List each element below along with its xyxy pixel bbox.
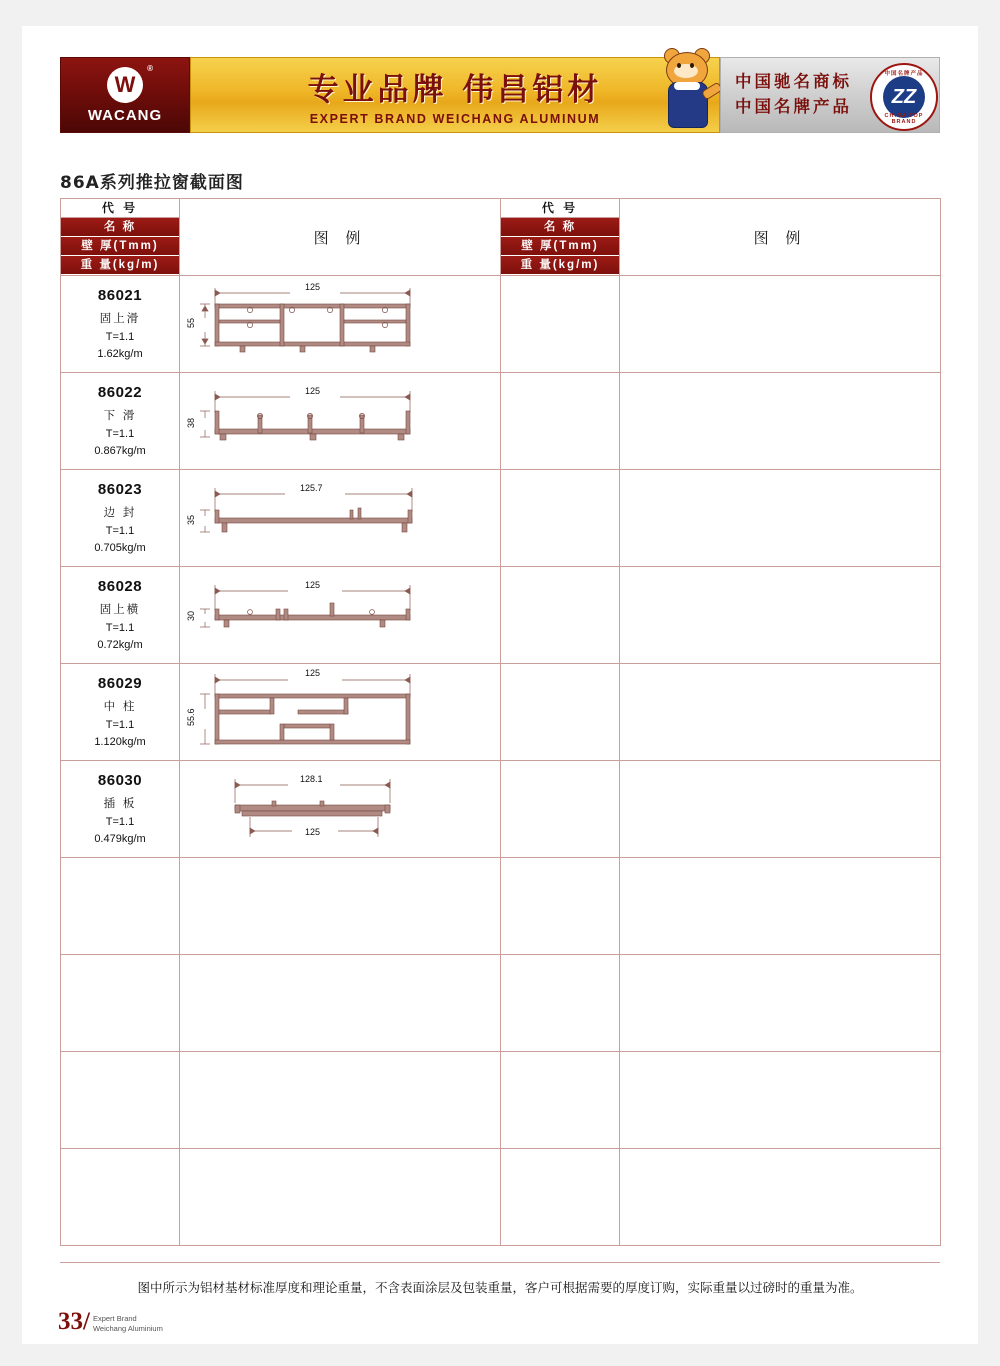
mascot-icon: [654, 52, 724, 136]
award-line-2: 中国名牌产品: [735, 98, 852, 116]
profile-figure-cell-empty: [620, 373, 941, 470]
profile-code: 86029: [97, 675, 143, 693]
profile-weight: 0.479kg/m: [94, 833, 146, 846]
empty-cell: [180, 1149, 501, 1246]
registered-icon: ®: [147, 63, 153, 73]
header-code-stack-left: [61, 199, 180, 276]
profile-weight: 0.705kg/m: [94, 542, 146, 555]
profile-code: 86028: [97, 578, 143, 596]
page-edge-top: [0, 0, 1000, 26]
header-thickness-left: 壁 厚(Tmm): [61, 237, 179, 256]
profile-figure-cell: [180, 470, 501, 567]
profile-section-drawing: [180, 664, 501, 760]
page-footer: [58, 1308, 163, 1336]
profile-info-cell: [61, 567, 180, 664]
profile-code: 86030: [97, 772, 143, 790]
profile-info-cell-empty: [501, 276, 620, 373]
profile-figure-cell-empty: [620, 470, 941, 567]
header-weight-right: 重 量(kg/m): [501, 256, 619, 275]
dim-width-label: 128.1: [300, 774, 323, 784]
page-edge-right: [978, 0, 1000, 1366]
footer-brand-en: [93, 1314, 163, 1333]
profile-name: 中 柱: [103, 698, 137, 713]
profile-info-cell-empty: [501, 567, 620, 664]
empty-cell: [61, 955, 180, 1052]
banner-slogan-en: EXPERT BRAND WEICHANG ALUMINUM: [309, 112, 601, 126]
table-row: [61, 373, 941, 470]
header-code-left: 代 号: [61, 199, 179, 218]
dim-width-label: 125: [305, 668, 321, 678]
dim-height-label: 38: [186, 417, 196, 428]
empty-cell: [61, 1052, 180, 1149]
empty-cell: [61, 1149, 180, 1246]
dim-second-label: 125: [305, 827, 321, 837]
page-title: 86A系列推拉窗截面图: [60, 173, 244, 193]
seal-top-text: 中国名牌产品: [884, 71, 924, 77]
table-header-row: [61, 199, 941, 276]
profile-figure-cell: [180, 664, 501, 761]
footer-brand-line2: Weichang Aluminium: [92, 1323, 163, 1333]
header-code-stack-right: [501, 199, 620, 276]
profile-name: 下 滑: [103, 407, 137, 422]
table-row: [61, 761, 941, 858]
profile-info-cell-empty: [501, 470, 620, 567]
profile-thickness: T=1.1: [105, 330, 135, 343]
page-number: 33/: [58, 1308, 90, 1335]
header-figure-right: 图 例: [620, 199, 941, 276]
header-banner: [60, 57, 940, 133]
header-weight-left: 重 量(kg/m): [61, 256, 179, 275]
profile-figure-cell: [180, 373, 501, 470]
profile-info-cell-empty: [501, 664, 620, 761]
logo-mark-letter: W: [114, 71, 136, 97]
profile-info-cell-empty: [501, 373, 620, 470]
dim-width-label: 125: [305, 386, 321, 396]
profile-thickness: T=1.1: [105, 524, 135, 537]
profile-name: 插 板: [103, 795, 137, 810]
empty-cell: [501, 858, 620, 955]
footnote: 图中所示为铝材基材标准厚度和理论重量，不含表面涂层及包装重量，客户可根据需要的厚度订购，实际重量以过磅时的重量为准。: [137, 1280, 863, 1295]
page-edge-left: [0, 0, 22, 1366]
dim-height-label: 35: [186, 514, 196, 525]
profile-section-drawing: [180, 470, 501, 566]
brand-logo: [60, 57, 190, 133]
header-name-left: 名 称: [61, 218, 179, 237]
profile-weight: 1.120kg/m: [94, 736, 146, 749]
empty-cell: [501, 1149, 620, 1246]
profile-figure-cell-empty: [620, 567, 941, 664]
profile-name: 边 封: [103, 504, 137, 519]
profile-name: 固上横: [99, 601, 141, 616]
table-row: [61, 276, 941, 373]
footnote-separator: [60, 1262, 940, 1263]
profile-code: 86021: [97, 287, 143, 305]
profile-thickness: T=1.1: [105, 815, 135, 828]
logo-mark-icon: [107, 63, 153, 103]
empty-cell: [61, 858, 180, 955]
dim-height-label: 55.6: [186, 708, 196, 726]
profile-figure-cell-empty: [620, 664, 941, 761]
table-row-empty: [61, 858, 941, 955]
profile-figure-cell-empty: [620, 761, 941, 858]
profile-thickness: T=1.1: [105, 427, 135, 440]
header-name-right: 名 称: [501, 218, 619, 237]
profile-figure-cell: [180, 761, 501, 858]
table-row-empty: [61, 1052, 941, 1149]
profile-section-drawing: [180, 761, 501, 857]
header-figure-left: 图 例: [180, 199, 501, 276]
dim-width-label: 125.7: [300, 483, 323, 493]
banner-slogan-cn: 专业品牌 伟昌铝材: [307, 72, 603, 108]
profiles-table: [60, 198, 941, 1246]
profile-name: 固上滑: [99, 310, 141, 325]
profile-section-drawing: [180, 567, 501, 663]
profile-info-cell: [61, 761, 180, 858]
empty-cell: [620, 858, 941, 955]
profile-weight: 1.62kg/m: [97, 348, 143, 361]
footer-brand-line1: Expert Brand: [92, 1314, 137, 1324]
profile-thickness: T=1.1: [105, 718, 135, 731]
table-row: [61, 567, 941, 664]
banner-slogan-block: [190, 57, 720, 133]
profile-section-drawing: [180, 276, 501, 372]
logo-wordmark: WACANG: [87, 106, 163, 124]
table-row-empty: [61, 955, 941, 1052]
empty-cell: [620, 1149, 941, 1246]
seal-bottom-text: CHINA TOP BRAND: [884, 113, 924, 125]
profile-code: 86022: [97, 384, 143, 402]
profile-info-cell: [61, 664, 180, 761]
seal-mark: ZZ: [883, 76, 925, 118]
empty-cell: [501, 955, 620, 1052]
header-code-right: 代 号: [501, 199, 619, 218]
profile-code: 86023: [97, 481, 143, 499]
profile-thickness: T=1.1: [105, 621, 135, 634]
dim-height-label: 55: [186, 317, 196, 328]
dim-width-label: 125: [305, 580, 321, 590]
empty-cell: [620, 955, 941, 1052]
empty-cell: [501, 1052, 620, 1149]
empty-cell: [180, 1052, 501, 1149]
table-row: [61, 470, 941, 567]
profile-section-drawing: [180, 373, 501, 469]
profile-info-cell: [61, 470, 180, 567]
table-row: [61, 664, 941, 761]
dim-width-label: 125: [305, 282, 321, 292]
profile-figure-cell: [180, 276, 501, 373]
profile-weight: 0.72kg/m: [97, 639, 143, 652]
page-edge-bottom: [0, 1344, 1000, 1366]
profile-info-cell: [61, 276, 180, 373]
profile-info-cell-empty: [501, 761, 620, 858]
empty-cell: [180, 858, 501, 955]
header-thickness-right: 壁 厚(Tmm): [501, 237, 619, 256]
profile-info-cell: [61, 373, 180, 470]
profile-figure-cell-empty: [620, 276, 941, 373]
top-brand-seal-icon: [870, 63, 938, 131]
dim-height-label: 30: [186, 610, 196, 621]
award-line-1: 中国驰名商标: [735, 73, 852, 92]
empty-cell: [180, 955, 501, 1052]
table-row-empty: [61, 1149, 941, 1246]
profile-figure-cell: [180, 567, 501, 664]
empty-cell: [620, 1052, 941, 1149]
profile-weight: 0.867kg/m: [94, 445, 146, 458]
